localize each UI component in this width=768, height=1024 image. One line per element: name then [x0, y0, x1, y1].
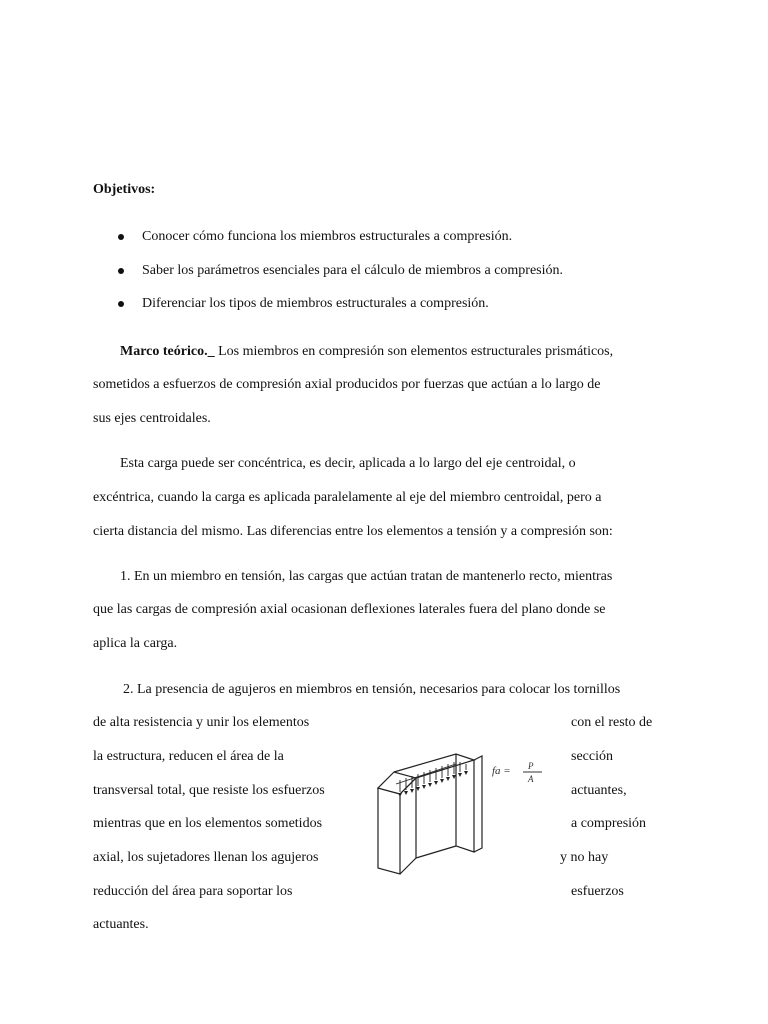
- carga-paragraph-line: excéntrica, cuando la carga es aplicada paralelamente al eje del miembro centroidal, pero a: [93, 490, 602, 505]
- diff2-right-line: esfuerzos: [571, 884, 624, 899]
- compression-member-figure: [370, 750, 555, 876]
- bullet-icon: [118, 301, 124, 307]
- diff2-left-line: axial, los sujetadores llenan los agujeros: [93, 850, 319, 865]
- diff2-right-line: actuantes,: [571, 783, 627, 798]
- diff2-left-line: de alta resistencia y unir los elementos: [93, 715, 310, 730]
- diff2-right-line: sección: [571, 749, 613, 764]
- formula-denominator: A: [528, 774, 534, 784]
- diff2-last-line: actuantes.: [93, 917, 149, 932]
- objectives-heading: Objetivos:: [93, 182, 156, 197]
- carga-paragraph-line: cierta distancia del mismo. Las diferencias entre los elementos a tensión y a compresión son:: [93, 524, 613, 539]
- marco-paragraph-line: sus ejes centroidales.: [93, 411, 211, 426]
- formula-numerator: P: [528, 761, 534, 771]
- marco-paragraph-line: sometidos a esfuerzos de compresión axial producidos por fuerzas que actúan a lo largo de: [93, 377, 601, 392]
- marco-text: Los miembros en compresión son elementos estructurales prismáticos,: [214, 344, 614, 359]
- carga-paragraph-line: Esta carga puede ser concéntrica, es decir, aplicada a lo largo del eje centroidal, o: [120, 456, 576, 471]
- formula-lhs: fa =: [492, 765, 511, 777]
- diff1-paragraph-line: aplica la carga.: [93, 636, 178, 651]
- diff2-right-line: a compresión: [571, 816, 647, 831]
- objective-item: Diferenciar los tipos de miembros estructurales a compresión.: [142, 296, 489, 311]
- objective-item: Saber los parámetros esenciales para el cálculo de miembros a compresión.: [142, 263, 564, 278]
- diff2-right-line: y no hay: [560, 850, 609, 865]
- diff2-left-line: la estructura, reducen el área de la: [93, 749, 284, 764]
- diff1-paragraph-line: 1. En un miembro en tensión, las cargas que actúan tratan de mantenerlo recto, mientras: [120, 569, 613, 584]
- diff2-left-line: reducción del área para soportar los: [93, 884, 293, 899]
- diff1-paragraph-line: que las cargas de compresión axial ocasionan deflexiones laterales fuera del plano donde se: [93, 602, 606, 617]
- marco-heading: Marco teórico._: [120, 344, 215, 359]
- marco-paragraph-line: [120, 343, 613, 361]
- diff2-paragraph-line: 2. La presencia de agujeros en miembros en tensión, necesarios para colocar los tornillos: [123, 682, 621, 697]
- diff2-left-line: mientras que en los elementos sometidos: [93, 816, 323, 831]
- objective-item: Conocer cómo funciona los miembros estructurales a compresión.: [142, 229, 513, 244]
- diff2-right-line: con el resto de: [571, 715, 653, 730]
- bullet-icon: [118, 268, 124, 274]
- diff2-left-line: transversal total, que resiste los esfuerzos: [93, 783, 325, 798]
- bullet-icon: [118, 234, 124, 240]
